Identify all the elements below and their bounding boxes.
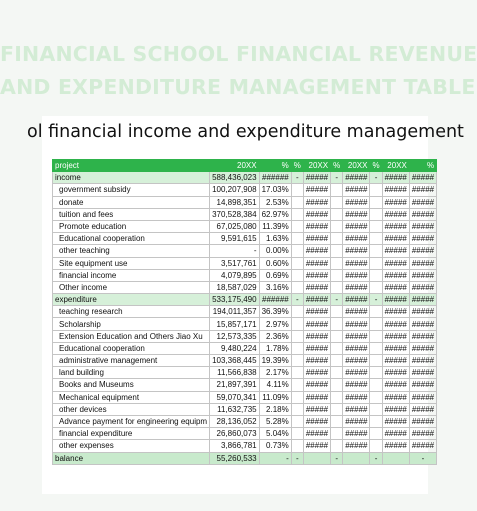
table-row	[53, 220, 437, 232]
table-cell[interactable]: 67,025,080	[210, 220, 260, 232]
table-cell[interactable]: #####	[382, 355, 409, 367]
table-cell[interactable]: 11,632,735	[210, 403, 260, 415]
table-cell[interactable]: #####	[382, 330, 409, 342]
table-cell[interactable]: #####	[303, 391, 330, 403]
table-row	[53, 440, 437, 452]
table-cell[interactable]: 3,866,781	[210, 440, 260, 452]
row-label-cell[interactable]: Advance payment for engineering equipm	[53, 415, 210, 427]
table-cell[interactable]	[331, 269, 343, 281]
table-cell[interactable]: -	[331, 294, 343, 306]
table-cell[interactable]: #####	[343, 281, 370, 293]
table-cell[interactable]: 588,436,023	[210, 172, 260, 184]
table-cell[interactable]	[291, 318, 303, 330]
table-cell[interactable]: #####	[409, 379, 436, 391]
table-cell[interactable]: #####	[343, 245, 370, 257]
table-cell[interactable]	[331, 379, 343, 391]
row-label-cell[interactable]: Promote education	[53, 220, 210, 232]
table-cell[interactable]: ######	[259, 294, 291, 306]
column-header[interactable]: %	[370, 160, 382, 172]
table-cell[interactable]	[291, 281, 303, 293]
table-cell[interactable]: #####	[409, 330, 436, 342]
table-cell[interactable]: 14,898,351	[210, 196, 260, 208]
table-cell[interactable]: #####	[382, 294, 409, 306]
table-cell[interactable]: #####	[343, 306, 370, 318]
table-cell[interactable]	[331, 342, 343, 354]
table-cell[interactable]: #####	[409, 196, 436, 208]
table-cell[interactable]: #####	[409, 245, 436, 257]
table-cell[interactable]: #####	[343, 196, 370, 208]
sheet-title: ol financial income and expenditure management	[27, 122, 464, 142]
table-cell[interactable]: #####	[382, 233, 409, 245]
table-cell[interactable]: #####	[382, 367, 409, 379]
table-cell[interactable]: #####	[303, 196, 330, 208]
table-cell[interactable]	[291, 233, 303, 245]
table-cell[interactable]: #####	[303, 318, 330, 330]
table-row	[53, 379, 437, 391]
table-cell[interactable]: #####	[409, 220, 436, 232]
table-cell[interactable]	[370, 403, 382, 415]
table-cell[interactable]	[370, 355, 382, 367]
table-cell[interactable]	[331, 415, 343, 427]
table-cell[interactable]: #####	[343, 220, 370, 232]
table-cell[interactable]: #####	[409, 184, 436, 196]
table-cell[interactable]: 5.28%	[259, 415, 291, 427]
table-cell[interactable]: #####	[409, 415, 436, 427]
table-cell[interactable]: #####	[409, 318, 436, 330]
table-cell[interactable]	[331, 184, 343, 196]
table-cell[interactable]	[331, 428, 343, 440]
table-cell[interactable]: #####	[303, 403, 330, 415]
table-cell[interactable]: #####	[382, 208, 409, 220]
table-cell[interactable]: #####	[382, 172, 409, 184]
table-cell[interactable]	[291, 330, 303, 342]
table-cell[interactable]: #####	[303, 342, 330, 354]
table-cell[interactable]	[331, 318, 343, 330]
table-cell[interactable]	[370, 318, 382, 330]
table-cell[interactable]: #####	[382, 415, 409, 427]
table-cell[interactable]: 100,207,908	[210, 184, 260, 196]
table-cell[interactable]: -	[409, 452, 436, 464]
table-cell[interactable]: 2.53%	[259, 196, 291, 208]
table-cell[interactable]: 0.60%	[259, 257, 291, 269]
table-cell[interactable]	[370, 281, 382, 293]
table-cell[interactable]: #####	[409, 355, 436, 367]
balance-row	[53, 452, 437, 464]
table-row	[53, 184, 437, 196]
row-label-cell[interactable]: Site equipment use	[53, 257, 210, 269]
table-cell[interactable]	[331, 245, 343, 257]
row-label-cell[interactable]: land building	[53, 367, 210, 379]
table-cell[interactable]: 18,587,029	[210, 281, 260, 293]
table-cell[interactable]: #####	[409, 294, 436, 306]
table-cell[interactable]	[291, 355, 303, 367]
table-cell[interactable]: #####	[303, 367, 330, 379]
row-label-cell[interactable]: Educational cooperation	[53, 342, 210, 354]
table-cell[interactable]	[291, 257, 303, 269]
table-cell[interactable]: #####	[382, 269, 409, 281]
row-label-cell[interactable]: Books and Museums	[53, 379, 210, 391]
column-header[interactable]: %	[409, 160, 436, 172]
table-cell[interactable]	[370, 208, 382, 220]
table-cell[interactable]	[370, 269, 382, 281]
table-cell[interactable]: 0.69%	[259, 269, 291, 281]
table-cell[interactable]	[331, 440, 343, 452]
table-row	[53, 208, 437, 220]
table-row	[53, 367, 437, 379]
table-cell[interactable]	[291, 391, 303, 403]
row-label-cell[interactable]: financial expenditure	[53, 428, 210, 440]
table-cell[interactable]: 28,136,052	[210, 415, 260, 427]
table-cell[interactable]	[370, 342, 382, 354]
table-cell[interactable]: 2.97%	[259, 318, 291, 330]
table-cell[interactable]: 36.39%	[259, 306, 291, 318]
table-cell[interactable]: #####	[343, 355, 370, 367]
table-cell[interactable]: -	[259, 452, 291, 464]
table-cell[interactable]	[291, 196, 303, 208]
table-cell[interactable]: #####	[303, 208, 330, 220]
table-cell[interactable]: #####	[303, 355, 330, 367]
table-cell[interactable]: #####	[343, 330, 370, 342]
column-header[interactable]: %	[291, 160, 303, 172]
row-label-cell[interactable]: tuition and fees	[53, 208, 210, 220]
table-cell[interactable]	[291, 208, 303, 220]
table-cell[interactable]	[370, 220, 382, 232]
table-cell[interactable]	[370, 306, 382, 318]
table-cell[interactable]: 2.17%	[259, 367, 291, 379]
table-cell[interactable]: #####	[382, 428, 409, 440]
table-cell[interactable]	[370, 415, 382, 427]
table-cell[interactable]	[331, 391, 343, 403]
header-row	[53, 160, 437, 172]
group-row	[53, 172, 437, 184]
row-label-cell[interactable]: Mechanical equipment	[53, 391, 210, 403]
spreadsheet-panel	[27, 116, 464, 494]
row-label-cell[interactable]: other expenses	[53, 440, 210, 452]
table-cell[interactable]: 0.73%	[259, 440, 291, 452]
table-cell[interactable]: #####	[343, 172, 370, 184]
table-cell[interactable]	[291, 415, 303, 427]
column-header[interactable]: 20XX	[210, 160, 260, 172]
table-cell[interactable]: #####	[382, 318, 409, 330]
column-header[interactable]: 20XX	[343, 160, 370, 172]
banner-line-1: FINANCIAL SCHOOL FINANCIAL REVENUE	[0, 42, 477, 66]
table-cell[interactable]: 533,175,490	[210, 294, 260, 306]
table-cell[interactable]	[291, 379, 303, 391]
table-cell[interactable]	[291, 269, 303, 281]
table-cell[interactable]: 11.09%	[259, 391, 291, 403]
table-row	[53, 428, 437, 440]
table-cell[interactable]: 12,573,335	[210, 330, 260, 342]
table-cell[interactable]	[370, 257, 382, 269]
table-cell[interactable]: #####	[343, 403, 370, 415]
table-cell[interactable]	[331, 196, 343, 208]
row-label-cell[interactable]: Educational cooperation	[53, 233, 210, 245]
table-row	[53, 403, 437, 415]
table-cell[interactable]: 2.18%	[259, 403, 291, 415]
table-cell[interactable]	[331, 306, 343, 318]
row-label-cell[interactable]: donate	[53, 196, 210, 208]
table-cell[interactable]: #####	[303, 306, 330, 318]
table-cell[interactable]	[291, 367, 303, 379]
table-cell[interactable]	[291, 403, 303, 415]
table-cell[interactable]: 19.39%	[259, 355, 291, 367]
table-cell[interactable]	[331, 403, 343, 415]
table-cell[interactable]: #####	[409, 367, 436, 379]
table-cell[interactable]: #####	[409, 440, 436, 452]
table-row	[53, 415, 437, 427]
table-cell[interactable]: #####	[409, 172, 436, 184]
row-label-cell[interactable]: financial income	[53, 269, 210, 281]
table-cell[interactable]: #####	[303, 330, 330, 342]
table-cell[interactable]: #####	[343, 208, 370, 220]
row-label-cell[interactable]: balance	[53, 452, 210, 464]
table-cell[interactable]	[291, 245, 303, 257]
table-cell[interactable]	[331, 220, 343, 232]
table-cell[interactable]: 17.03%	[259, 184, 291, 196]
table-cell[interactable]	[331, 281, 343, 293]
table-cell[interactable]: 5.04%	[259, 428, 291, 440]
group-row	[53, 294, 437, 306]
table-cell[interactable]: #####	[343, 391, 370, 403]
table-cell[interactable]: 21,897,391	[210, 379, 260, 391]
table-row	[53, 355, 437, 367]
table-cell[interactable]: 62.97%	[259, 208, 291, 220]
table-cell[interactable]	[303, 452, 330, 464]
table-cell[interactable]: #####	[409, 391, 436, 403]
column-header[interactable]: 20XX	[303, 160, 330, 172]
table-cell[interactable]: #####	[343, 415, 370, 427]
table-cell[interactable]	[370, 379, 382, 391]
table-cell[interactable]	[331, 257, 343, 269]
table-cell[interactable]: #####	[303, 415, 330, 427]
table-cell[interactable]	[370, 245, 382, 257]
table-cell[interactable]	[331, 233, 343, 245]
table-cell[interactable]: 15,857,171	[210, 318, 260, 330]
table-cell[interactable]: #####	[303, 440, 330, 452]
table-cell[interactable]: 4,079,895	[210, 269, 260, 281]
table-row	[53, 391, 437, 403]
table-cell[interactable]: -	[331, 172, 343, 184]
table-cell[interactable]: 11,566,838	[210, 367, 260, 379]
table-cell[interactable]: #####	[409, 269, 436, 281]
table-cell[interactable]: #####	[303, 269, 330, 281]
table-cell[interactable]	[370, 367, 382, 379]
table-cell[interactable]: #####	[409, 233, 436, 245]
table-cell[interactable]: #####	[343, 379, 370, 391]
table-cell[interactable]	[370, 196, 382, 208]
row-label-cell[interactable]: government subsidy	[53, 184, 210, 196]
table-cell[interactable]: #####	[303, 257, 330, 269]
table-row	[53, 196, 437, 208]
row-label-cell[interactable]: teaching research	[53, 306, 210, 318]
table-cell[interactable]: #####	[409, 306, 436, 318]
table-cell[interactable]	[343, 452, 370, 464]
row-label-cell[interactable]: other teaching	[53, 245, 210, 257]
table-cell[interactable]	[291, 428, 303, 440]
column-header[interactable]: %	[331, 160, 343, 172]
table-cell[interactable]: #####	[303, 184, 330, 196]
table-cell[interactable]: #####	[409, 208, 436, 220]
table-cell[interactable]	[370, 330, 382, 342]
table-cell[interactable]: 3,517,761	[210, 257, 260, 269]
table-cell[interactable]	[370, 428, 382, 440]
table-cell[interactable]: #####	[382, 184, 409, 196]
table-cell[interactable]: #####	[303, 220, 330, 232]
table-cell[interactable]: #####	[382, 245, 409, 257]
row-label-cell[interactable]: administrative management	[53, 355, 210, 367]
table-cell[interactable]: 4.11%	[259, 379, 291, 391]
table-cell[interactable]: 370,528,384	[210, 208, 260, 220]
table-cell[interactable]: #####	[303, 428, 330, 440]
table-row	[53, 257, 437, 269]
row-label-cell[interactable]: income	[53, 172, 210, 184]
table-cell[interactable]: #####	[382, 379, 409, 391]
row-label-cell[interactable]: other devices	[53, 403, 210, 415]
table-cell[interactable]	[291, 306, 303, 318]
table-cell[interactable]	[331, 330, 343, 342]
table-row	[53, 306, 437, 318]
table-cell[interactable]	[291, 342, 303, 354]
table-cell[interactable]: #####	[303, 281, 330, 293]
table-cell[interactable]: #####	[343, 269, 370, 281]
table-cell[interactable]: 59,070,341	[210, 391, 260, 403]
table-cell[interactable]: #####	[409, 281, 436, 293]
row-label-cell[interactable]: Scholarship	[53, 318, 210, 330]
table-cell[interactable]: #####	[382, 281, 409, 293]
table-cell[interactable]	[370, 233, 382, 245]
table-cell[interactable]: #####	[343, 184, 370, 196]
table-cell[interactable]	[331, 367, 343, 379]
table-cell[interactable]: #####	[303, 172, 330, 184]
table-cell[interactable]: -	[370, 172, 382, 184]
table-cell[interactable]	[291, 220, 303, 232]
table-cell[interactable]: #####	[343, 294, 370, 306]
table-cell[interactable]: -	[210, 245, 260, 257]
table-row	[53, 269, 437, 281]
row-label-cell[interactable]: Extension Education and Others Jiao Xu	[53, 330, 210, 342]
table-cell[interactable]: #####	[409, 257, 436, 269]
table-row	[53, 342, 437, 354]
table-cell[interactable]: #####	[303, 245, 330, 257]
table-cell[interactable]: #####	[382, 257, 409, 269]
table-cell[interactable]	[370, 391, 382, 403]
table-cell[interactable]	[291, 440, 303, 452]
table-cell[interactable]: #####	[343, 440, 370, 452]
table-cell[interactable]	[370, 184, 382, 196]
table-cell[interactable]: #####	[343, 318, 370, 330]
table-cell[interactable]: -	[291, 172, 303, 184]
table-cell[interactable]: -	[291, 452, 303, 464]
table-cell[interactable]: -	[370, 452, 382, 464]
table-cell[interactable]: #####	[382, 220, 409, 232]
table-row	[53, 330, 437, 342]
finance-table	[52, 159, 437, 465]
table-cell[interactable]: 194,011,357	[210, 306, 260, 318]
table-cell[interactable]: -	[331, 452, 343, 464]
page-banner	[0, 38, 477, 104]
table-cell[interactable]: 26,860,073	[210, 428, 260, 440]
table-cell[interactable]: #####	[382, 306, 409, 318]
row-label-cell[interactable]: expenditure	[53, 294, 210, 306]
table-cell[interactable]: #####	[303, 379, 330, 391]
table-cell[interactable]: 9,591,615	[210, 233, 260, 245]
table-cell[interactable]: 2.36%	[259, 330, 291, 342]
table-cell[interactable]: 11.39%	[259, 220, 291, 232]
table-cell[interactable]: 1.63%	[259, 233, 291, 245]
table-row	[53, 281, 437, 293]
table-row	[53, 233, 437, 245]
table-cell[interactable]	[382, 452, 409, 464]
table-cell[interactable]: #####	[382, 342, 409, 354]
table-cell[interactable]: #####	[343, 428, 370, 440]
column-header[interactable]: project	[53, 160, 210, 172]
table-row	[53, 318, 437, 330]
table-cell[interactable]	[331, 355, 343, 367]
table-cell[interactable]: #####	[382, 403, 409, 415]
table-cell[interactable]: -	[291, 294, 303, 306]
column-header[interactable]: 20XX	[382, 160, 409, 172]
row-label-cell[interactable]: Other income	[53, 281, 210, 293]
banner-line-2: AND EXPENDITURE MANAGEMENT TABLE	[0, 75, 476, 99]
table-cell[interactable]	[370, 440, 382, 452]
table-cell[interactable]: 55,260,533	[210, 452, 260, 464]
table-cell[interactable]: #####	[382, 391, 409, 403]
table-cell[interactable]: 9,480,224	[210, 342, 260, 354]
table-cell[interactable]: #####	[382, 196, 409, 208]
table-cell[interactable]: #####	[409, 342, 436, 354]
table-cell[interactable]: #####	[343, 367, 370, 379]
table-cell[interactable]: #####	[409, 428, 436, 440]
table-cell[interactable]: ######	[259, 172, 291, 184]
table-cell[interactable]: -	[370, 294, 382, 306]
column-header[interactable]: %	[259, 160, 291, 172]
table-cell[interactable]: #####	[303, 233, 330, 245]
table-cell[interactable]: #####	[343, 233, 370, 245]
table-cell[interactable]: #####	[343, 257, 370, 269]
table-cell[interactable]: 0.00%	[259, 245, 291, 257]
table-cell[interactable]: 3.16%	[259, 281, 291, 293]
table-cell[interactable]	[291, 184, 303, 196]
table-cell[interactable]: #####	[343, 342, 370, 354]
table-cell[interactable]: #####	[382, 440, 409, 452]
table-cell[interactable]	[331, 208, 343, 220]
table-cell[interactable]: #####	[409, 403, 436, 415]
table-cell[interactable]: #####	[303, 294, 330, 306]
table-row	[53, 245, 437, 257]
table-cell[interactable]: 1.78%	[259, 342, 291, 354]
table-cell[interactable]: 103,368,445	[210, 355, 260, 367]
